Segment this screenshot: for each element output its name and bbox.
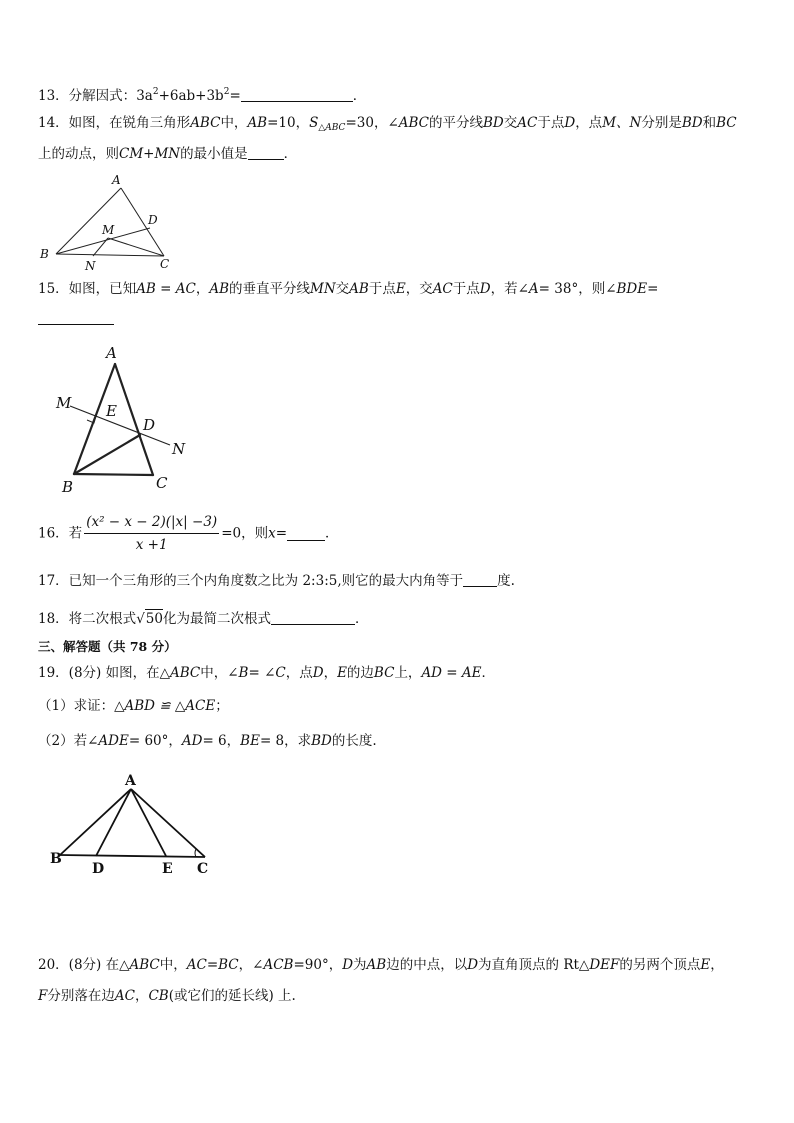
label-e: E	[106, 402, 117, 420]
answer-blank[interactable]	[38, 324, 114, 325]
q13-number: 13．分解因式：	[38, 88, 137, 104]
label-b: B	[50, 851, 62, 867]
label-d: D	[143, 416, 156, 434]
label-e: E	[162, 861, 173, 877]
answer-blank[interactable]	[463, 572, 497, 587]
question-14-line1: 14．如图，在锐角三角形ABC中，AB=10，$S_{\triangle ABC}=30$，∠ABC的平分线BD交AC于点D，点M、N分别是BD和BC	[38, 115, 737, 133]
question-17: 17．已知一个三角形的三个内角度数之比为 2:3:5,则它的最大内角等于 度.	[38, 573, 515, 589]
q16-fraction: $\frac{\text{(x² − x − 2)(|x| −3)}}{x +1}$	[86, 514, 218, 553]
question-15: 15．如图，已知AB = AC，AB的垂直平分线MN交AB于点E，交AC于点D，若∠A= 38°，则∠BDE=	[38, 281, 659, 297]
segment-bc	[56, 254, 164, 256]
label-a: A	[125, 773, 136, 789]
segment-bc	[60, 855, 205, 857]
label-d: D	[92, 861, 105, 877]
question-19: 19．(8分) 如图，在△ABC中，∠B= ∠C，点D，E的边BC上，AD = AE．	[38, 665, 496, 681]
answer-blank[interactable]	[287, 526, 325, 541]
angle-mark	[195, 849, 196, 857]
section-heading: 三、解答题（共 78 分）	[38, 639, 177, 654]
label-a: A	[112, 173, 121, 187]
label-b: B	[62, 478, 74, 496]
answer-blank[interactable]	[241, 87, 353, 102]
segment-ab	[56, 188, 121, 254]
segment-ae	[131, 789, 166, 856]
question-19-part2: （2）若∠ADE= 60°，AD= 6，BE= 8，求BD的长度.	[38, 733, 377, 749]
question-13: 13．分解因式：$3a^2+6ab+3b^2=$ ．	[38, 87, 367, 104]
segment-bd	[74, 435, 140, 474]
question-18: 18．将二次根式√50化为最简二次根式 ．	[38, 611, 369, 627]
answer-blank[interactable]	[271, 610, 355, 625]
question-14-line2: 上的动点，则CM+MN的最小值是 ．	[38, 146, 298, 162]
segment-bc	[74, 474, 153, 475]
label-a: A	[106, 344, 117, 362]
label-c: C	[160, 257, 170, 271]
q14-triangle-figure	[36, 170, 181, 275]
answer-blank[interactable]	[248, 145, 284, 160]
label-b: B	[40, 247, 49, 261]
segment-ab	[60, 789, 131, 855]
segment-ac	[131, 789, 205, 857]
q15-triangle-figure	[50, 340, 200, 500]
question-20-line2: F分别落在边AC，CB(或它们的延长线) 上.	[38, 988, 296, 1004]
label-c: C	[156, 474, 168, 492]
question-19-part1: （1）求证：△ABD ≌ △ACE；	[38, 698, 229, 714]
label-m: M	[102, 223, 115, 237]
q19-triangle-figure	[38, 765, 223, 885]
label-n: N	[85, 259, 96, 273]
label-m: M	[56, 394, 72, 412]
segment-cm	[108, 238, 164, 256]
label-n: N	[172, 440, 186, 458]
sqrt-symbol: √	[136, 611, 145, 627]
question-16: 16．若 $\frac{\text{(x² − x − 2)(|x| −3)}}{x +1}$ =0，则x= ．	[38, 514, 339, 553]
label-c: C	[197, 861, 209, 877]
segment-ad	[96, 789, 131, 856]
label-d: D	[148, 213, 158, 227]
question-20-line1: 20．(8分) 在△ABC中，AC=BC，∠ACB=90°，D为AB边的中点，以D为直角顶点的 Rt△DEF的另两个顶点E，	[38, 957, 724, 973]
segment-mn	[93, 238, 108, 256]
